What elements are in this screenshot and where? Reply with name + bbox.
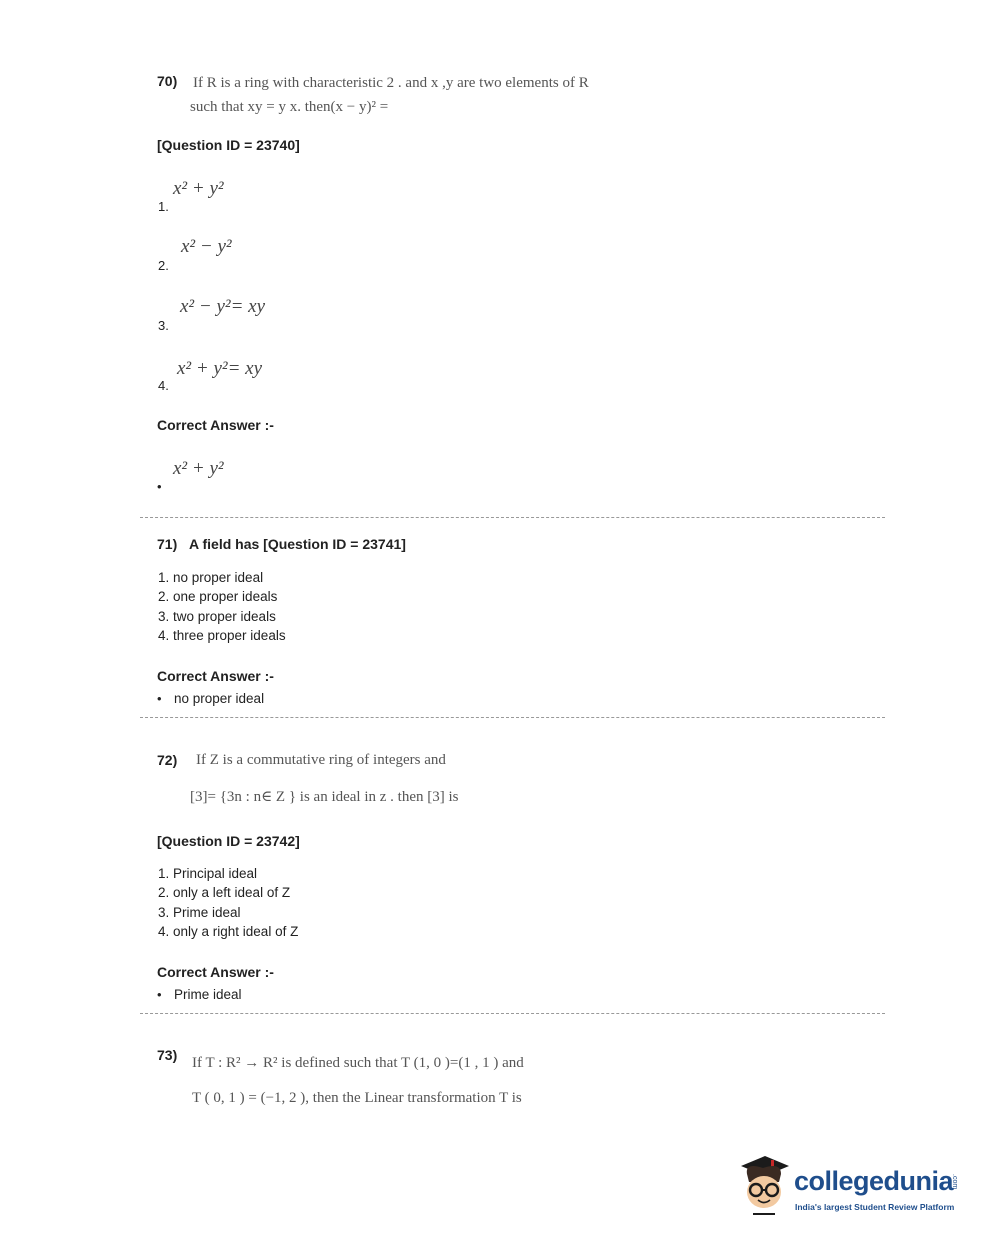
q72-option-3: 3. Prime ideal — [158, 905, 241, 920]
q70-number: 70) — [157, 73, 178, 89]
q70-option-1-number: 1. — [158, 199, 169, 214]
q71-text: A field has [Question ID = 23741] — [189, 536, 406, 552]
q71-correct-bullet: • — [157, 691, 162, 706]
collegedunia-logo[interactable] — [735, 1152, 965, 1224]
logo-tagline: India's largest Student Review Platform — [795, 1202, 955, 1212]
q70-option-3-math: x² − y²= xy — [180, 296, 266, 317]
divider-q72 — [140, 1013, 885, 1014]
q70-text-line1: If R is a ring with characteristic 2 . and x ,y are two elements of R — [193, 75, 589, 91]
q70-option-2-number: 2. — [158, 258, 169, 273]
q70-text-line2: such that xy = y x. then(x − y)² = — [190, 99, 389, 115]
q71-number: 71) — [157, 536, 178, 552]
q70-correct-answer-value: x² + y² — [173, 458, 224, 479]
graduate-mascot-icon — [735, 1152, 793, 1222]
q72-number: 72) — [157, 752, 178, 768]
q72-option-4: 4. only a right ideal of Z — [158, 924, 299, 939]
q70-correct-bullet: • — [157, 479, 162, 494]
q71-option-1: 1. no proper ideal — [158, 570, 264, 585]
q71-option-4: 4. three proper ideals — [158, 628, 286, 643]
q73-text-line1: If T : R² → R² is defined such that T (1, 0 )=(1 , 1 ) and — [192, 1055, 524, 1071]
q70-option-1-math: x² + y² — [173, 178, 224, 199]
q70-option-2-math: x² − y² — [181, 236, 232, 257]
q71-option-2: 2. one proper ideals — [158, 589, 278, 604]
q72-option-1: 1. Principal ideal — [158, 866, 258, 881]
logo-wordmark: collegedunia — [794, 1166, 954, 1196]
q70-option-4-number: 4. — [158, 378, 169, 393]
divider-q70 — [140, 517, 885, 518]
q70-option-4-math: x² + y²= xy — [177, 358, 263, 379]
q71-option-3: 3. two proper ideals — [158, 609, 276, 624]
q72-option-2: 2. only a left ideal of Z — [158, 885, 291, 900]
q71-correct-answer-label: Correct Answer :- — [157, 668, 274, 684]
q72-correct-bullet: • — [157, 987, 162, 1002]
q73-text-line2: T ( 0, 1 ) = (−1, 2 ), then the Linear transformation T is — [192, 1090, 522, 1106]
divider-q71 — [140, 717, 885, 718]
q72-correct-answer-label: Correct Answer :- — [157, 964, 274, 980]
q72-question-id: [Question ID = 23742] — [157, 833, 300, 849]
q72-text-line2: [3]= {3n : n∈ Z } is an ideal in z . then [3] is — [190, 789, 459, 805]
q70-question-id: [Question ID = 23740] — [157, 137, 300, 153]
q70-correct-answer-label: Correct Answer :- — [157, 417, 274, 433]
q71-correct-answer-value: no proper ideal — [174, 691, 265, 706]
q73-number: 73) — [157, 1047, 178, 1063]
q72-correct-answer-value: Prime ideal — [174, 987, 242, 1002]
q72-text-line1: If Z is a commutative ring of integers and — [196, 752, 446, 768]
logo-suffix: .com — [951, 1174, 958, 1190]
q70-option-3-number: 3. — [158, 318, 169, 333]
